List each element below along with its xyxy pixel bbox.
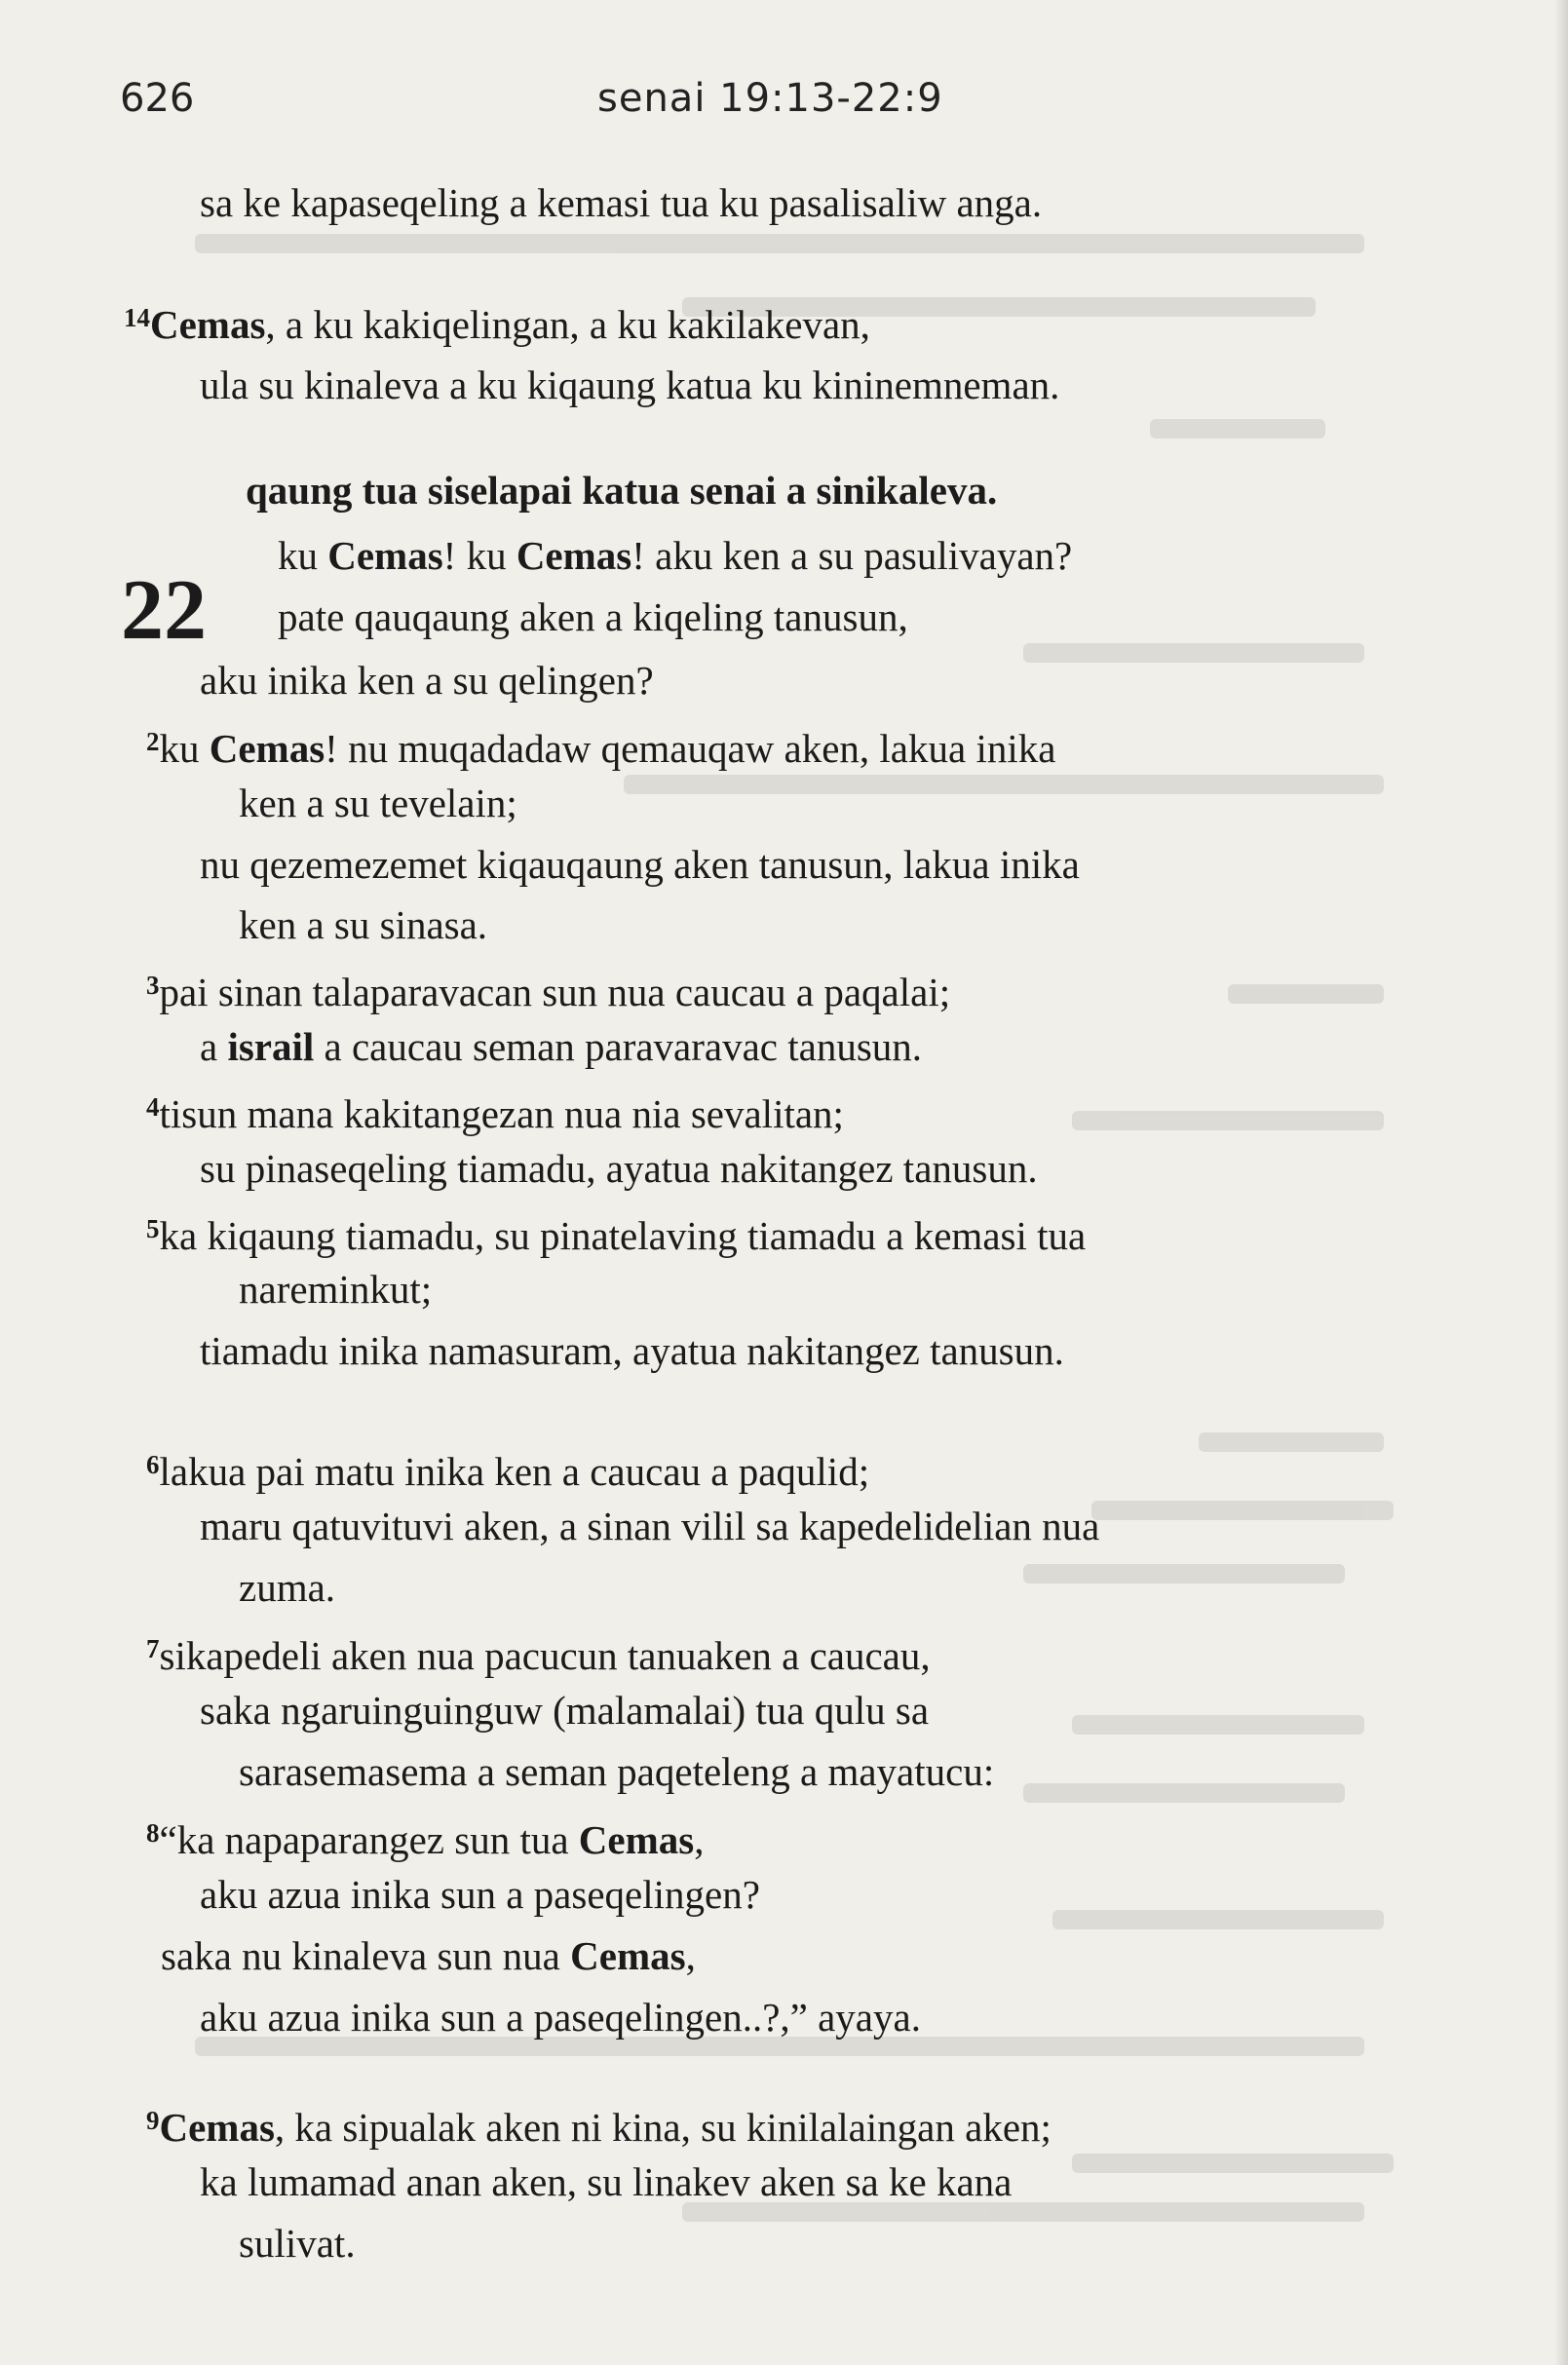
- text-line: ken a su sinasa.: [239, 902, 488, 947]
- verse-number: 8: [146, 1818, 160, 1848]
- section-heading: qaung tua siselapai katua senai a sinikaleva.: [246, 468, 998, 513]
- verse-14: $^{14}$Cemas, a ku kakiqelingan, a ku kakilakevan,: [124, 302, 870, 347]
- text-line: ku Cemas! ku Cemas! aku ken a su pasulivayan?: [278, 533, 1073, 578]
- verse-number: 14: [124, 303, 150, 332]
- verse-5: $^5$ka kiqaung tiamadu, su pinatelaving tiamadu a kemasi tua: [146, 1213, 1087, 1258]
- verse-4: $^4$tisun mana kakitangezan nua nia sevalitan;: [146, 1091, 844, 1136]
- page-header: [120, 76, 1412, 127]
- text-line: ula su kinaleva a ku kiqaung katua ku kininemneman.: [200, 362, 1060, 407]
- verse-number: 6: [146, 1450, 160, 1479]
- text-line: sulivat.: [239, 2221, 356, 2266]
- text-line: saka ngaruinguinguw (malamalai) tua qulu sa: [200, 1688, 930, 1733]
- text-line: pate qauqaung aken a kiqeling tanusun,: [278, 594, 908, 639]
- text-line: aku azua inika sun a paseqelingen?: [200, 1872, 760, 1917]
- text-line: tiamadu inika namasuram, ayatua nakitangez tanusun.: [200, 1328, 1064, 1373]
- text-line: nareminkut;: [239, 1267, 433, 1312]
- verse-number: 5: [146, 1214, 160, 1243]
- text-line: zuma.: [239, 1565, 336, 1610]
- verse-8: $^8$“ka napaparangez sun tua Cemas,: [146, 1817, 705, 1862]
- verse-6: $^6$lakua pai matu inika ken a caucau a paqulid;: [146, 1449, 870, 1494]
- verse-2: $^2$ku Cemas! nu muqadadaw qemauqaw aken, lakua inika: [146, 726, 1056, 771]
- text-line: aku azua inika sun a paseqelingen..?,” ayaya.: [200, 1995, 921, 2040]
- verse-9: $^9$Cemas, ka sipualak aken ni kina, su kinilalaingan aken;: [146, 2105, 1052, 2150]
- text-line: su pinaseqeling tiamadu, ayatua nakitangez tanusun.: [200, 1146, 1038, 1191]
- text-line: maru qatuvituvi aken, a sinan vilil sa kapedelidelian nua: [200, 1504, 1100, 1548]
- verse-3: $^3$pai sinan talaparavacan sun nua caucau a paqalai;: [146, 970, 951, 1014]
- text-line: ka lumamad anan aken, su linakev aken sa ke kana: [200, 2159, 1013, 2204]
- text-line: saka nu kinaleva sun nua Cemas,: [161, 1933, 696, 1978]
- page-number: 626: [120, 76, 195, 121]
- verse-number: 4: [146, 1092, 160, 1122]
- verse-number: 9: [146, 2106, 160, 2135]
- chapter-number: 22: [121, 563, 207, 658]
- text-line: ken a su tevelain;: [239, 781, 517, 825]
- text-line: sarasemasema a seman paqeteleng a mayatucu:: [239, 1749, 995, 1794]
- text-line: a israil a caucau seman paravaravac tanusun.: [200, 1024, 923, 1069]
- verse-7: $^7$sikapedeli aken nua pacucun tanuaken a caucau,: [146, 1633, 931, 1678]
- verse-number: 2: [146, 727, 160, 756]
- text-line: sa ke kapaseqeling a kemasi tua ku pasalisaliw anga.: [200, 180, 1043, 225]
- text-line: aku inika ken a su qelingen?: [200, 658, 654, 703]
- text-line: nu qezemezemet kiqauqaung aken tanusun, lakua inika: [200, 842, 1080, 887]
- verse-number: 3: [146, 971, 160, 1000]
- verse-number: 7: [146, 1634, 160, 1663]
- running-head: senai 19:13-22:9: [597, 76, 943, 121]
